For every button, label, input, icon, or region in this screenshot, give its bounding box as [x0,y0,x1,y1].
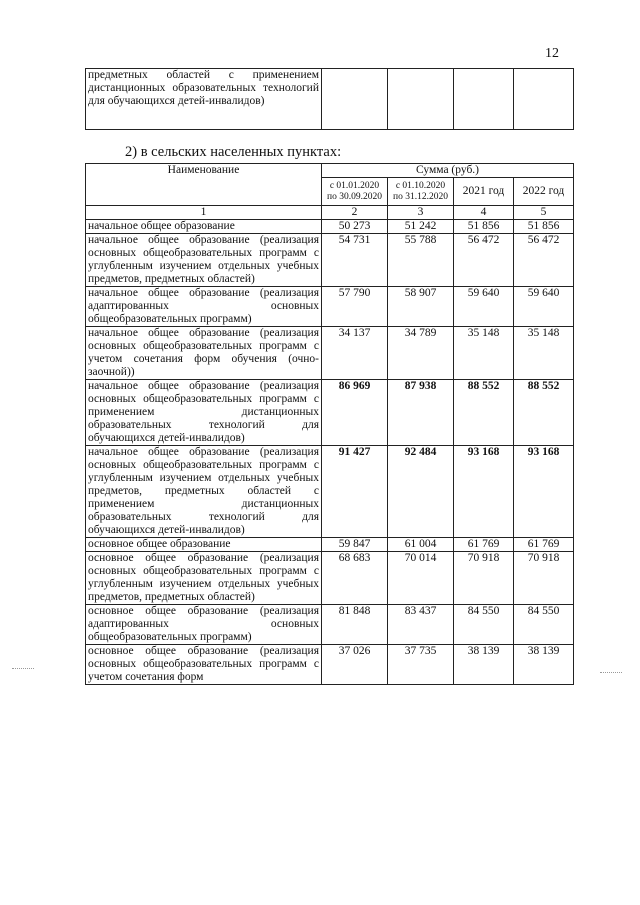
row-p1: 37 026 [322,645,388,685]
row-name: начальное общее образование (реализация основных общеобразовательных программ с углубленным изучением отдельных учебных предметов, предметных областей с применением дистанционных образовательных технологий для обучающихся детей-инвалидов) [86,446,322,538]
row-2022: 70 918 [514,552,574,605]
empty-cell [322,69,388,130]
row-name: начальное общее образование (реализация основных общеобразовательных программ с применением дистанционных образовательных технологий для обучающихся детей-инвалидов) [86,380,322,446]
table-row [86,287,574,327]
row-name: начальное общее образование (реализация основных общеобразовательных программ с учетом сочетания форм обучения (очно-заочной)) [86,327,322,380]
row-2021: 51 856 [454,220,514,234]
row-p1: 50 273 [322,220,388,234]
row-2022: 84 550 [514,605,574,645]
row-p1: 54 731 [322,234,388,287]
row-2022: 93 168 [514,446,574,538]
row-2022: 61 769 [514,538,574,552]
row-2021: 88 552 [454,380,514,446]
row-p1: 68 683 [322,552,388,605]
row-p2: 51 242 [388,220,454,234]
row-p2: 92 484 [388,446,454,538]
empty-cell [454,69,514,130]
row-name: начальное общее образование (реализация основных общеобразовательных программ с углубленным изучением отдельных учебных предметов, предметных областей) [86,234,322,287]
table-row [86,380,574,446]
table-row [86,220,574,234]
row-name: предметных областей с применением дистанционных образовательных технологий для обучающихся детей-инвалидов) [86,69,322,130]
row-2022: 35 148 [514,327,574,380]
row-p2: 87 938 [388,380,454,446]
row-name: начальное общее образование (реализация адаптированных основных общеобразовательных программ) [86,287,322,327]
row-name: основное общее образование [86,538,322,552]
row-p2: 37 735 [388,645,454,685]
header-2022: 2022 год [514,178,574,206]
row-2021: 61 769 [454,538,514,552]
row-p1: 81 848 [322,605,388,645]
row-p2: 58 907 [388,287,454,327]
row-2021: 35 148 [454,327,514,380]
header-row [86,164,574,178]
row-2021: 38 139 [454,645,514,685]
empty-cell [388,69,454,130]
row-2022: 59 640 [514,287,574,327]
header-name: Наименование [86,164,322,206]
table-row [86,69,574,130]
empty-cell [514,69,574,130]
row-2021: 56 472 [454,234,514,287]
header-period1: с 01.01.2020 по 30.09.2020 [322,178,388,206]
row-2022: 56 472 [514,234,574,287]
row-2022: 38 139 [514,645,574,685]
row-p1: 57 790 [322,287,388,327]
col-number: 2 [322,206,388,220]
row-2021: 59 640 [454,287,514,327]
table-row [86,446,574,538]
row-name: начальное общее образование [86,220,322,234]
row-2021: 70 918 [454,552,514,605]
row-p2: 34 789 [388,327,454,380]
rates-table [85,163,574,685]
row-2021: 93 168 [454,446,514,538]
col-number: 1 [86,206,322,220]
row-p2: 55 788 [388,234,454,287]
table-row [86,645,574,685]
row-p2: 61 004 [388,538,454,552]
section-heading: 2) в сельских населенных пунктах: [125,144,342,160]
page-number: 12 [545,46,559,61]
row-p1: 59 847 [322,538,388,552]
row-p1: 34 137 [322,327,388,380]
table-row [86,234,574,287]
row-name: основное общее образование (реализация основных общеобразовательных программ с углубленным изучением отдельных учебных предметов, предметных областей) [86,552,322,605]
row-p2: 83 437 [388,605,454,645]
table-row [86,552,574,605]
table-row [86,538,574,552]
col-number: 4 [454,206,514,220]
header-sum: Сумма (руб.) [322,164,574,178]
row-2021: 84 550 [454,605,514,645]
row-2022: 51 856 [514,220,574,234]
continuation-table [85,68,574,130]
header-2021: 2021 год [454,178,514,206]
col-number: 3 [388,206,454,220]
margin-mark [600,672,622,673]
row-name: основное общее образование (реализация адаптированных основных общеобразовательных программ) [86,605,322,645]
header-period2: с 01.10.2020 по 31.12.2020 [388,178,454,206]
table-row [86,605,574,645]
margin-mark [12,668,34,669]
row-2022: 88 552 [514,380,574,446]
row-p2: 70 014 [388,552,454,605]
row-name: основное общее образование (реализация основных общеобразовательных программ с учетом сочетания форм [86,645,322,685]
table-row [86,327,574,380]
column-number-row [86,206,574,220]
row-p1: 91 427 [322,446,388,538]
col-number: 5 [514,206,574,220]
row-p1: 86 969 [322,380,388,446]
